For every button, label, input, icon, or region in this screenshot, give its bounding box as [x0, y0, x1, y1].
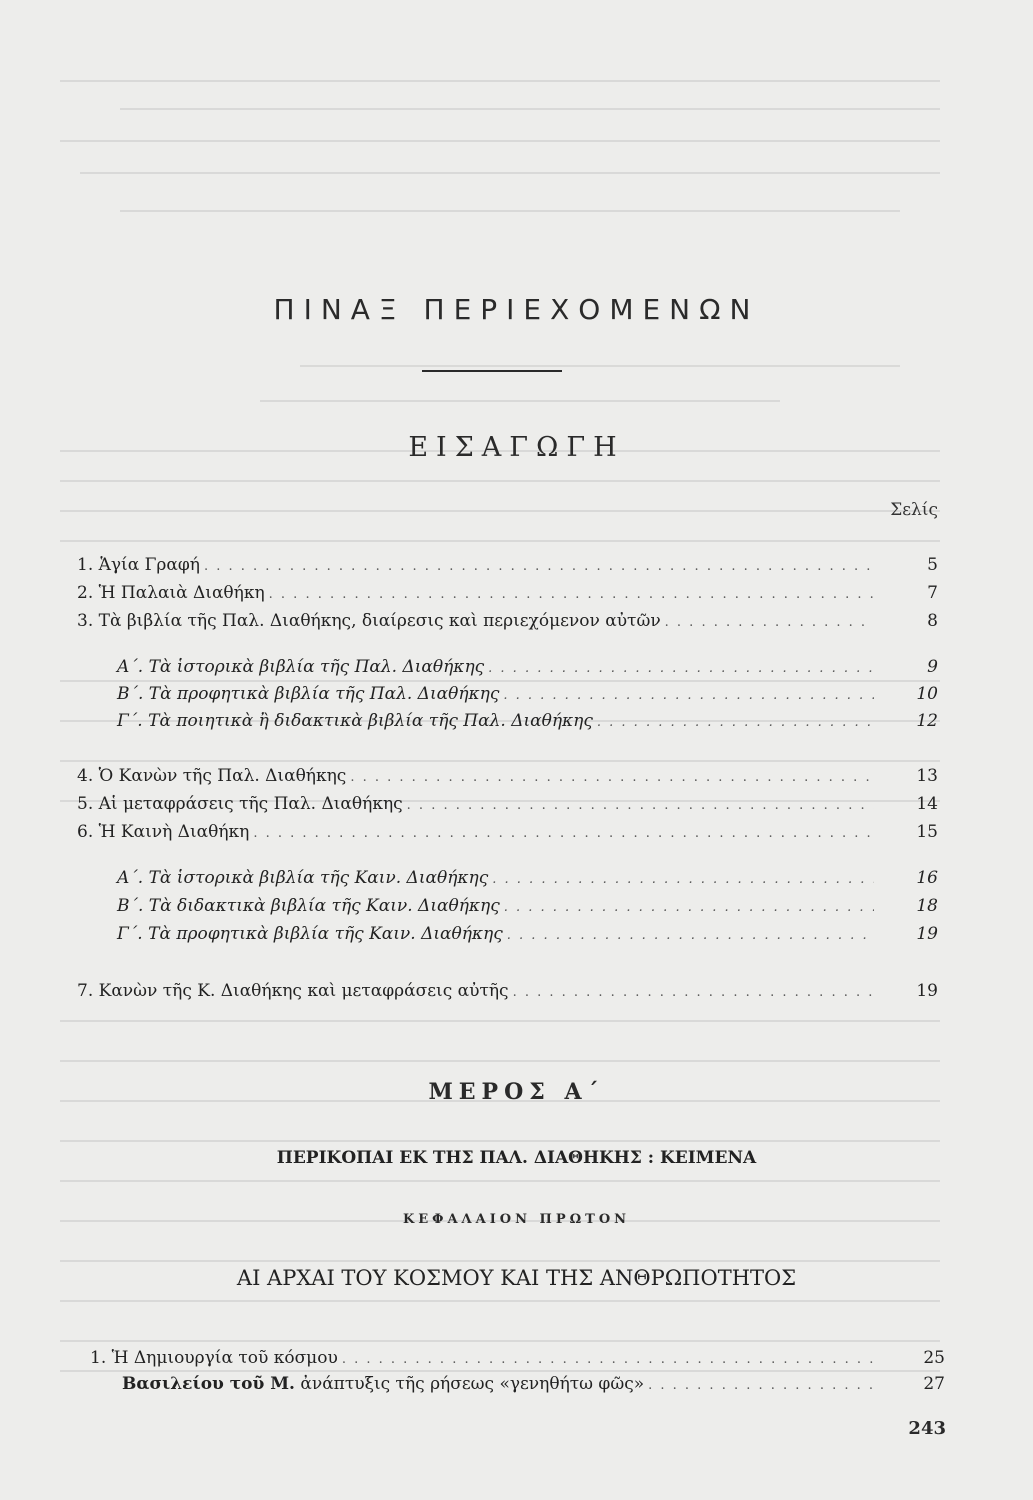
toc-entry-label: Α΄. Τὰ ἱστορικὰ βιβλία τῆς Παλ. Διαθήκης: [117, 657, 485, 677]
leader-dots: [597, 711, 874, 735]
toc-entry[interactable]: [77, 820, 938, 844]
title-divider: [422, 370, 562, 372]
leader-dots: [513, 981, 874, 1005]
toc-entry[interactable]: [77, 581, 938, 605]
toc-entry[interactable]: [77, 764, 938, 788]
leader-dots: [492, 868, 874, 892]
toc-entry-page: 8: [927, 611, 938, 631]
chapter-title: ΑΙ ΑΡΧΑΙ ΤΟΥ ΚΟΣΜΟΥ ΚΑΙ ΤΗΣ ΑΝΘΡΩΠΟΤΗΤΟΣ: [236, 1266, 797, 1290]
leader-dots: [407, 794, 874, 818]
toc-subentry[interactable]: [117, 709, 938, 733]
toc-subentry[interactable]: [117, 866, 938, 890]
leader-dots: [665, 611, 874, 635]
part-subtitle: ΠΕΡΙΚΟΠΑΙ ΕΚ ΤΗΣ ΠΑΛ. ΔΙΑΘΗΚΗΣ : ΚΕΙΜΕΝΑ: [276, 1148, 757, 1168]
toc-entry-text: ἀνάπτυξις τῆς ρήσεως «γενηθήτω φῶς»: [300, 1374, 645, 1394]
toc-entry-page: 9: [927, 657, 938, 677]
toc-entry-label: 6. Ἡ Καινὴ Διαθήκη: [77, 822, 250, 842]
toc-entry[interactable]: [122, 1372, 945, 1396]
toc-entry-page: 7: [927, 583, 938, 603]
toc-entry-label: Γ΄. Τὰ προφητικὰ βιβλία τῆς Καιν. Διαθήκης: [117, 924, 503, 944]
toc-entry-label: [122, 1372, 644, 1396]
toc-entry-label: Β΄. Τὰ προφητικὰ βιβλία τῆς Παλ. Διαθήκης: [117, 684, 500, 704]
leader-dots: [204, 555, 874, 579]
toc-entry[interactable]: [90, 1346, 945, 1370]
leader-dots: [504, 896, 874, 920]
toc-entry-page: 12: [916, 711, 938, 731]
toc-title: ΠΙΝΑΞ ΠΕΡΙΕΧΟΜΕΝΩΝ: [273, 293, 760, 326]
leader-dots: [503, 684, 874, 708]
chapter-heading: ΚΕΦΑΛΑΙΟΝ ΠΡΩΤΟΝ: [402, 1212, 631, 1227]
intro-heading: ΕΙΣΑΓΩΓΗ: [408, 432, 625, 463]
toc-entry[interactable]: [77, 792, 938, 816]
toc-subentry[interactable]: [117, 682, 938, 706]
leader-dots: [342, 1348, 881, 1372]
page-column-label: Σελίς: [890, 500, 938, 520]
toc-entry-page: 15: [916, 822, 938, 842]
leader-dots: [350, 766, 874, 790]
page-number: 243: [908, 1418, 946, 1439]
toc-entry-page: 19: [916, 981, 938, 1001]
toc-entry-page: 25: [923, 1348, 945, 1368]
leader-dots: [269, 583, 874, 607]
toc-entry-label: 1. Ἁγία Γραφή: [77, 555, 200, 575]
toc-entry[interactable]: [77, 553, 938, 577]
toc-entry-label: 2. Ἡ Παλαιὰ Διαθήκη: [77, 583, 265, 603]
toc-entry-label: 5. Αἱ μεταφράσεις τῆς Παλ. Διαθήκης: [77, 794, 403, 814]
leader-dots: [648, 1374, 881, 1398]
toc-entry-page: 18: [916, 896, 938, 916]
toc-entry-page: 16: [916, 868, 938, 888]
toc-entry-page: 27: [923, 1374, 945, 1394]
toc-subentry[interactable]: [117, 922, 938, 946]
toc-entry-page: 5: [927, 555, 938, 575]
leader-dots: [488, 657, 874, 681]
toc-entry-label: 4. Ὁ Κανὼν τῆς Παλ. Διαθήκης: [77, 766, 347, 786]
toc-entry-label: Β΄. Τὰ διδακτικὰ βιβλία τῆς Καιν. Διαθήκης: [117, 896, 500, 916]
toc-entry-page: 19: [916, 924, 938, 944]
toc-subentry[interactable]: [117, 655, 938, 679]
toc-entry[interactable]: [77, 609, 938, 633]
toc-entry-page: 14: [916, 794, 938, 814]
toc-entry-label: Γ΄. Τὰ ποιητικὰ ἢ διδακτικὰ βιβλία τῆς Παλ. Διαθήκης: [117, 711, 593, 731]
leader-dots: [253, 822, 874, 846]
toc-subentry[interactable]: [117, 894, 938, 918]
toc-entry-label: 1. Ἡ Δημιουργία τοῦ κόσμου: [90, 1348, 338, 1368]
toc-entry-label: Α΄. Τὰ ἱστορικὰ βιβλία τῆς Καιν. Διαθήκης: [117, 868, 489, 888]
toc-entry-page: 13: [916, 766, 938, 786]
toc-entry-author: Βασιλείου τοῦ Μ.: [122, 1374, 295, 1394]
toc-entry-page: 10: [916, 684, 938, 704]
toc-entry-label: 7. Κανὼν τῆς Κ. Διαθήκης καὶ μεταφράσεις αὐτῆς: [77, 981, 509, 1001]
toc-entry[interactable]: [77, 979, 938, 1003]
toc-entry-label: 3. Τὰ βιβλία τῆς Παλ. Διαθήκης, διαίρεσις καὶ περιεχόμενον αὐτῶν: [77, 611, 661, 631]
part-heading: ΜΕΡΟΣ Α΄: [428, 1079, 605, 1105]
leader-dots: [507, 924, 874, 948]
